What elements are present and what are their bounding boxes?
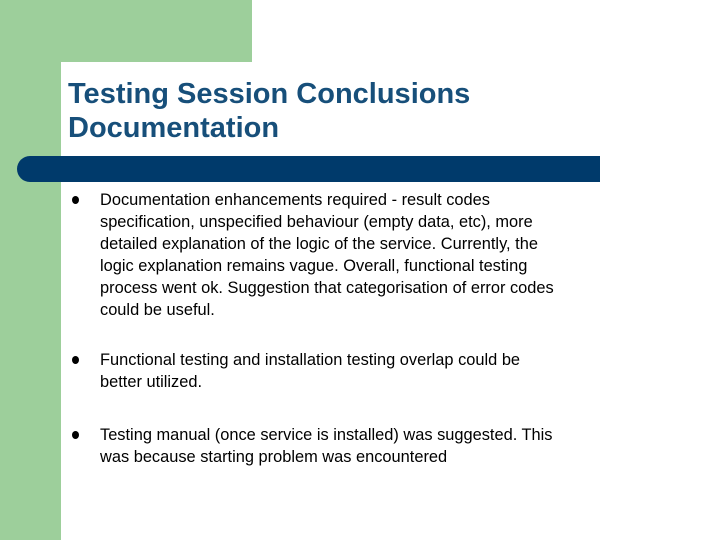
bullet-line: Testing manual (once service is installed) was suggested. This [100,426,553,444]
bullet-line: process went ok. Suggestion that categorisation of error codes [100,279,554,297]
bullet-text [100,349,672,393]
bullet-dot-icon [72,196,79,204]
bullet-line: was because starting problem was encountered [100,448,448,466]
green-left-band [0,0,61,540]
bullet-line: specification, unspecified behaviour (empty data, etc), more [100,213,533,231]
slide-title-line-1: Testing Session Conclusions [68,78,471,110]
bullet-line: better utilized. [100,373,203,391]
bullet-line: Documentation enhancements required - result codes [100,191,490,209]
bullet-text [100,424,672,468]
bullet-line: could be useful. [100,301,215,319]
bullet-dot-icon [72,356,79,364]
bullet-line: detailed explanation of the logic of the service. Currently, the [100,235,538,253]
slide-title-line-2: Documentation [68,112,280,144]
title-underline-bar [17,156,600,182]
bullet-line: Functional testing and installation testing overlap could be [100,351,521,369]
bullet-dot-icon [72,431,79,439]
slide-title [68,77,688,145]
bullet-text [100,189,672,321]
bullet-line: logic explanation remains vague. Overall, functional testing [100,257,528,275]
